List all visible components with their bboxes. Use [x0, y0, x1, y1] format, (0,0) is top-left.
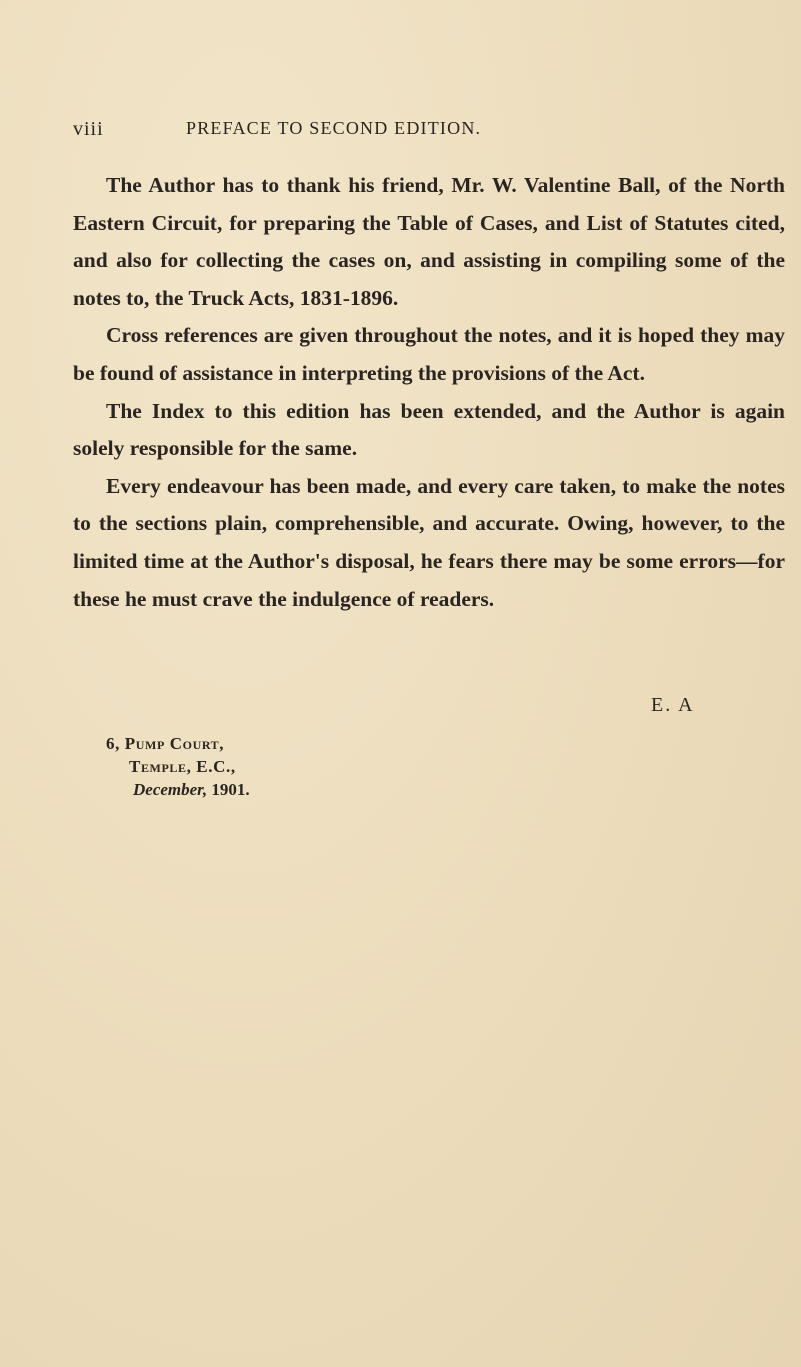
paragraph-acknowledgement: The Author has to thank his friend, Mr. W. Valentine Ball, of the North Eastern Circuit, for preparing the Table of Cases, and List of Statutes cited, and also for collecting the cases on, and assisting in compiling some of the notes to, the Truck Acts, 1831-1896.: [73, 173, 785, 310]
running-head: [73, 118, 773, 142]
address-month: December,: [133, 780, 208, 799]
paragraph-endeavour: Every endeavour has been made, and every care taken, to make the notes to the sections plain, comprehensible, and accurate. Owing, however, to the limited time at the Author's disposal, he fears there may be some errors—for these he must crave the indulgence of readers.: [73, 473, 785, 611]
preface-body: [73, 167, 785, 618]
page-number: viii: [73, 118, 104, 140]
address-block: [106, 732, 250, 801]
author-signature: E. A: [651, 694, 695, 716]
address-date: [133, 778, 250, 801]
address-year: 1901.: [207, 780, 250, 799]
paragraph-index: The Index to this edition has been extended, and the Author is again solely responsible for the same.: [73, 398, 785, 461]
paragraph-cross-references: Cross references are given throughout the notes, and it is hoped they may be found of assistance in interpreting the provisions of the Act.: [73, 323, 785, 385]
address-line-2: Temple, E.C.,: [129, 757, 236, 776]
address-line-1: 6, Pump Court,: [106, 734, 225, 753]
running-head-title: PREFACE TO SECOND EDITION.: [186, 118, 482, 138]
